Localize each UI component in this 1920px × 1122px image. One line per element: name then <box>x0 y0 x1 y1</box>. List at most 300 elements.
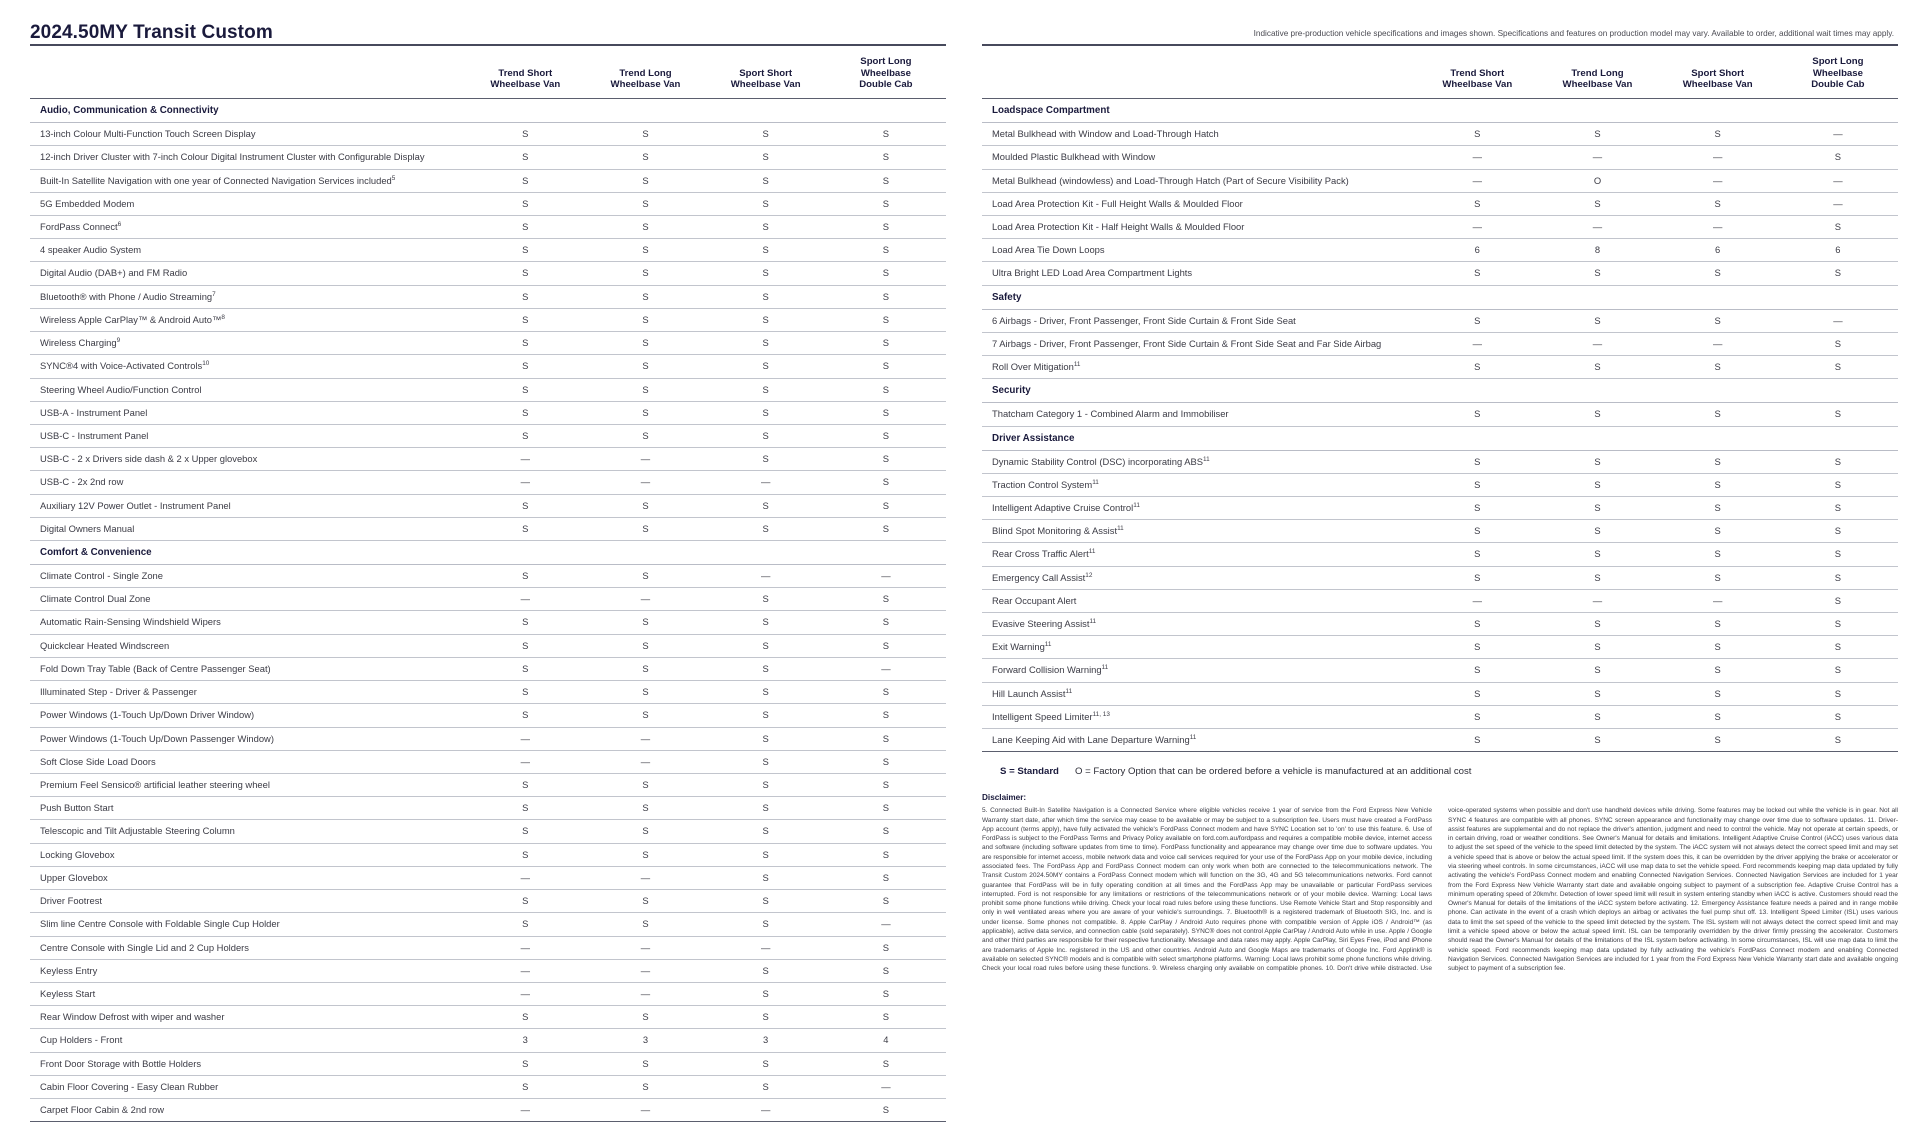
availability-cell: S <box>1658 356 1778 379</box>
section-title: Comfort & Convenience <box>30 541 465 565</box>
feature-label: Auxiliary 12V Power Outlet - Instrument Panel <box>30 494 465 517</box>
availability-cell: S <box>1778 262 1898 285</box>
availability-cell: S <box>826 448 946 471</box>
availability-cell: S <box>1658 403 1778 426</box>
availability-cell: — <box>826 913 946 936</box>
availability-cell: S <box>826 471 946 494</box>
availability-cell: 3 <box>465 1029 585 1052</box>
availability-cell: S <box>1658 496 1778 519</box>
availability-cell: S <box>585 820 705 843</box>
availability-cell: S <box>465 401 585 424</box>
availability-cell: S <box>465 681 585 704</box>
availability-cell: S <box>585 378 705 401</box>
availability-cell: S <box>706 959 826 982</box>
disclaimer-body: 5. Connected Built-In Satellite Navigation is a Connected Service where eligible vehicles receive 1 year of service from the Ford Express New Vehicle Warranty start date, after which time the service may cease to be available or may be subject to a subscription fee. Users must have created a FordPass App account (terms apply), have fully activated the vehicle's FordPass Connect modem and have SYNC Location set to 'on' to use this feature. 6. Use of FordPass is subject to the FordPass Terms and Privacy Policy available on ford.com.au/fordpass and requires a compatible mobile device, internet access and software (including software updates from time to time). FordPass functionality and appearance may change over time due to software updates. You are responsible for internet access, mobile network data and voice call services required for your use of the FordPass App on your mobile device, including associated fees. The FordPass App and FordPass Connect modem can only work when both are connected to the telecommunications network. The Transit Custom 2024.50MY contains a FordPass Connect modem which will function on the 3G, 4G and 5G telecommunications networks. Ford cannot guarantee that FordPass will be in fully operating condition at all times and the FordPass App may be unavailable or particular FordPass services interrupted. Ford is not responsible for any limitations or restrictions of the telecommunications network or of your mobile device. Warning: Local laws prohibit some phone functions while driving. Check your local road rules before using these functions. Use Remote Vehicle Start and Stop responsibly and only in well ventilated areas where you are aware of your vehicle's surroundings. 7. Bluetooth® is a registered trademark of Bluetooth SIG, Inc. and is under license. Some phones not compatible. 8. Apple CarPlay / Android Auto requires phone with compatible version of Apple iOS / Android™ (as applicable), active data service, and connection cable (sold separately). SYNC® does not control Apple CarPlay / Android Auto while in use. Apple / Google and other third parties are responsible for their respective functionality. Message and data rates may apply. Apple CarPlay, Siri Eyes Free, iPod and iPhone are trademarks of Apple Inc. registered in the US and other countries. Android Auto and Google Maps are trademarks of Google Inc. Ford Applink® is available on selected SYNC® models and is compatible with select smartphone platforms. Warning: Local laws prohibit some phone functions while driving. Check your local road rules before using these functions. 9. Wireless charging only available on compatible phones. 10. Don't drive while distracted. Use voice-operated systems when possible and don't use handheld devices while driving. Some features may be locked out while the vehicle is in gear. Not all SYNC 4 features are compatible with all phones. SYNC screen appearance and functionality may change over time due to software updates. 11. Driver-assist features are supplemental and do not replace the driver's attention, judgment and need to control the vehicle. May not operate at certain speeds, or in certain driving, road or weather conditions. See Owner's Manual for details and limitations. Intelligent Adaptive Cruise Control (iACC) uses various data to adjust the set speed of the vehicle to the speed limit detected by the system. The iACC system will not always detect the correct speed limit and may set a vehicle speed that is above or below the actual speed limit. If the system does this, it can be overridden by the driver applying the brake or accelerator or via steering wheel controls. In some circumstances, iACC will use map data to set the vehicle speed. Ford recommends keeping map data updated by fully activating the vehicle's FordPass Connect modem and enabling Connected Navigation Services. Connected Navigation Services are included for 1 year from the Ford Express New Vehicle Warranty start date and available ongoing subject to payment of a subscription fee. Adaptive Cruise Control has a minimum operating speed of 20km/hr. Detection of lower speed limit will result in system entering standby when iACC is active. Customers should read the Owner's Manual for details of the limitations of the iACC system before activating. 12. Emergency Assistance feature needs a paired and in range mobile phone. Can activate in the event of a crash which deploys an airbag or activates the fuel pump shut off. 13. Intelligent Speed Limiter (ISL) uses various data to limit the set speed of the vehicle to the speed limit detected by the system. The ISL system will not always detect the correct speed limit and may limit a vehicle speed above or below the actual speed limit. ISL can be temporarily overridden by the driver firmly pressing the accelerator. Customers should read the Owner's Manual for details of the limitations of the ISL system before activating. In some circumstances, ISL will use map data to limit the vehicle speed. Ford recommends keeping map data updated by fully activating the vehicle's FordPass Connect modem and enabling Connected Navigation Services. Connected Navigation Services are included for 1 year from the Ford Express New Vehicle Warranty start date and available ongoing subject to payment of a subscription fee. <box>982 807 1898 973</box>
footnote-marker: 11 <box>1101 664 1109 672</box>
availability-cell: — <box>1417 332 1537 355</box>
feature-label: Metal Bulkhead (windowless) and Load-Through Hatch (Part of Secure Visibility Pack) <box>982 169 1417 192</box>
availability-cell: — <box>465 982 585 1005</box>
table-row <box>30 704 946 727</box>
availability-cell: S <box>1658 659 1778 682</box>
availability-cell: S <box>706 262 826 285</box>
feature-label: Power Windows (1-Touch Up/Down Passenger Window) <box>30 727 465 750</box>
availability-cell: S <box>585 797 705 820</box>
availability-cell: S <box>465 797 585 820</box>
footnote-marker: 10 <box>202 360 210 368</box>
availability-cell: S <box>1537 659 1657 682</box>
availability-cell: S <box>1417 403 1537 426</box>
availability-cell: S <box>1417 450 1537 473</box>
left-column-header-2: Trend Long Wheelbase Van <box>610 67 681 91</box>
availability-cell: S <box>465 1075 585 1098</box>
feature-label: SYNC®4 with Voice-Activated Controls$^{10}$ <box>30 355 465 378</box>
availability-cell: S <box>1537 356 1657 379</box>
left-column-header-4: Sport Long Wheelbase Double Cab <box>859 56 913 91</box>
availability-cell: — <box>826 565 946 588</box>
availability-cell: S <box>585 123 705 146</box>
feature-label: USB-C - 2 x Drivers side dash & 2 x Upper glovebox <box>30 448 465 471</box>
availability-cell: — <box>1537 589 1657 612</box>
availability-cell: S <box>465 634 585 657</box>
availability-cell: S <box>826 378 946 401</box>
feature-label: FordPass Connect$^6$ <box>30 215 465 238</box>
table-row <box>30 285 946 308</box>
availability-cell: S <box>585 704 705 727</box>
feature-label: Digital Audio (DAB+) and FM Radio <box>30 262 465 285</box>
availability-cell: S <box>826 215 946 238</box>
availability-cell: S <box>706 494 826 517</box>
table-row <box>982 589 1898 612</box>
availability-cell: S <box>1778 450 1898 473</box>
table-row <box>30 308 946 331</box>
availability-cell: S <box>1417 356 1537 379</box>
feature-label: Telescopic and Tilt Adjustable Steering Column <box>30 820 465 843</box>
section-header-row <box>982 285 1898 309</box>
table-row <box>982 239 1898 262</box>
availability-cell: S <box>826 192 946 215</box>
right-table-body <box>982 99 1898 752</box>
availability-cell: S <box>1417 262 1537 285</box>
section-empty-cell <box>1537 99 1657 123</box>
availability-cell: S <box>1537 729 1657 752</box>
feature-label: 12-inch Driver Cluster with 7-inch Colour Digital Instrument Cluster with Configurable Display <box>30 146 465 169</box>
legend-option-key: O = Factory Option that can be ordered before a vehicle is manufactured at an additional cost <box>1074 766 1472 778</box>
footnote-marker: 8 <box>221 313 225 321</box>
availability-cell: S <box>465 1006 585 1029</box>
availability-cell: S <box>1658 520 1778 543</box>
feature-label: Exit Warning$^{11}$ <box>982 636 1417 659</box>
availability-cell: S <box>465 611 585 634</box>
left-column-header-3: Sport Short Wheelbase Van <box>730 67 801 91</box>
table-row <box>30 1099 946 1122</box>
availability-cell: — <box>1537 215 1657 238</box>
availability-cell: S <box>1537 543 1657 566</box>
footnote-marker: 7 <box>212 290 216 298</box>
section-empty-cell <box>706 99 826 123</box>
availability-cell: S <box>1537 566 1657 589</box>
table-row <box>30 355 946 378</box>
feature-label: Rear Occupant Alert <box>982 589 1417 612</box>
table-row <box>982 473 1898 496</box>
availability-cell: S <box>706 727 826 750</box>
availability-cell: S <box>826 1099 946 1122</box>
availability-cell: S <box>465 146 585 169</box>
feature-label: Built-In Satellite Navigation with one year of Connected Navigation Services included$^5$ <box>30 169 465 192</box>
feature-label: Ultra Bright LED Load Area Compartment Lights <box>982 262 1417 285</box>
section-empty-cell <box>1778 285 1898 309</box>
left-column <box>30 44 964 1122</box>
footnote-marker: 11 <box>1117 525 1124 533</box>
feature-label: Keyless Start <box>30 982 465 1005</box>
availability-cell: S <box>826 890 946 913</box>
feature-label: Bluetooth® with Phone / Audio Streaming$^7$ <box>30 285 465 308</box>
feature-label: Power Windows (1-Touch Up/Down Driver Window) <box>30 704 465 727</box>
availability-cell: S <box>465 774 585 797</box>
availability-cell: S <box>585 494 705 517</box>
table-row <box>982 123 1898 146</box>
table-row <box>30 1029 946 1052</box>
availability-cell: 3 <box>585 1029 705 1052</box>
availability-cell: S <box>1537 636 1657 659</box>
right-spec-table <box>982 44 1898 752</box>
availability-cell: S <box>1658 123 1778 146</box>
feature-label: Load Area Protection Kit - Full Height Walls & Moulded Floor <box>982 192 1417 215</box>
availability-cell: — <box>1778 123 1898 146</box>
table-row <box>982 682 1898 705</box>
availability-cell: — <box>585 982 705 1005</box>
availability-cell: S <box>585 169 705 192</box>
footnote-marker: 11 <box>1065 687 1073 695</box>
feature-label: Forward Collision Warning$^{11}$ <box>982 659 1417 682</box>
section-empty-cell <box>1658 99 1778 123</box>
availability-cell: S <box>706 285 826 308</box>
availability-cell: S <box>1778 356 1898 379</box>
feature-label: Front Door Storage with Bottle Holders <box>30 1052 465 1075</box>
table-row <box>30 866 946 889</box>
availability-cell: — <box>1778 192 1898 215</box>
table-row <box>30 123 946 146</box>
section-empty-cell <box>1537 426 1657 450</box>
availability-cell: S <box>1417 705 1537 728</box>
section-header-row <box>982 379 1898 403</box>
feature-label: USB-C - 2x 2nd row <box>30 471 465 494</box>
availability-cell: — <box>585 588 705 611</box>
availability-cell: S <box>706 681 826 704</box>
availability-cell: S <box>706 169 826 192</box>
section-empty-cell <box>465 99 585 123</box>
feature-label: USB-C - Instrument Panel <box>30 424 465 447</box>
availability-cell: S <box>465 565 585 588</box>
table-row <box>982 636 1898 659</box>
table-row <box>30 657 946 680</box>
availability-cell: S <box>1778 589 1898 612</box>
feature-label: Emergency Call Assist$^{12}$ <box>982 566 1417 589</box>
availability-cell: S <box>1778 215 1898 238</box>
availability-cell: S <box>465 355 585 378</box>
availability-cell: S <box>1537 262 1657 285</box>
table-row <box>982 262 1898 285</box>
availability-cell: S <box>465 169 585 192</box>
availability-cell: S <box>706 1075 826 1098</box>
table-row <box>982 192 1898 215</box>
section-empty-cell <box>826 541 946 565</box>
feature-label: Thatcham Category 1 - Combined Alarm and Immobiliser <box>982 403 1417 426</box>
table-row <box>982 566 1898 589</box>
availability-cell: S <box>465 332 585 355</box>
feature-label: Soft Close Side Load Doors <box>30 750 465 773</box>
page-title: 2024.50MY Transit Custom <box>30 22 273 43</box>
availability-cell: S <box>1778 659 1898 682</box>
availability-cell: S <box>465 657 585 680</box>
availability-cell: S <box>465 239 585 262</box>
availability-cell: S <box>585 332 705 355</box>
availability-cell: — <box>706 565 826 588</box>
feature-label: Moulded Plastic Bulkhead with Window <box>982 146 1417 169</box>
availability-cell: S <box>826 517 946 540</box>
footnote-marker: 11 <box>1088 548 1096 556</box>
availability-cell: S <box>706 657 826 680</box>
feature-label: Load Area Protection Kit - Half Height Walls & Moulded Floor <box>982 215 1417 238</box>
availability-cell: S <box>1537 520 1657 543</box>
availability-cell: — <box>706 936 826 959</box>
availability-cell: S <box>1537 123 1657 146</box>
table-row <box>30 936 946 959</box>
availability-cell: S <box>826 820 946 843</box>
availability-cell: S <box>706 820 826 843</box>
availability-cell: S <box>1417 566 1537 589</box>
tables-container <box>0 44 1920 1122</box>
availability-cell: 3 <box>706 1029 826 1052</box>
availability-cell: — <box>1658 169 1778 192</box>
section-header-row <box>982 426 1898 450</box>
availability-cell: S <box>826 123 946 146</box>
footnote-marker: 11, 13 <box>1092 710 1110 718</box>
availability-cell: S <box>826 843 946 866</box>
table-row <box>30 611 946 634</box>
feature-label: Digital Owners Manual <box>30 517 465 540</box>
availability-cell: S <box>585 308 705 331</box>
availability-cell: S <box>585 239 705 262</box>
section-title: Driver Assistance <box>982 426 1417 450</box>
table-row <box>982 356 1898 379</box>
availability-cell: S <box>706 378 826 401</box>
table-row <box>30 239 946 262</box>
feature-label: Keyless Entry <box>30 959 465 982</box>
availability-cell: S <box>1417 473 1537 496</box>
availability-cell: S <box>585 774 705 797</box>
availability-cell: S <box>826 727 946 750</box>
footnote-marker: 11 <box>1073 360 1081 368</box>
right-header-name-col <box>982 50 1417 99</box>
availability-cell: S <box>1778 613 1898 636</box>
availability-cell: S <box>1417 543 1537 566</box>
availability-cell: S <box>826 169 946 192</box>
availability-cell: S <box>706 448 826 471</box>
feature-label: Upper Glovebox <box>30 866 465 889</box>
availability-cell: S <box>1658 613 1778 636</box>
availability-cell: S <box>826 401 946 424</box>
availability-cell: — <box>585 750 705 773</box>
availability-cell: S <box>1658 309 1778 332</box>
availability-cell: S <box>585 355 705 378</box>
availability-cell: S <box>1658 543 1778 566</box>
availability-cell: S <box>1778 543 1898 566</box>
availability-cell: S <box>1658 262 1778 285</box>
availability-cell: S <box>826 146 946 169</box>
availability-cell: — <box>465 1099 585 1122</box>
feature-label: Intelligent Adaptive Cruise Control$^{11}$ <box>982 496 1417 519</box>
availability-cell: S <box>706 517 826 540</box>
availability-cell: S <box>1537 496 1657 519</box>
availability-cell: — <box>826 1075 946 1098</box>
section-empty-cell <box>826 99 946 123</box>
availability-cell: S <box>1417 192 1537 215</box>
feature-label: Driver Footrest <box>30 890 465 913</box>
feature-label: Roll Over Mitigation$^{11}$ <box>982 356 1417 379</box>
availability-cell: S <box>826 866 946 889</box>
availability-cell: — <box>1537 332 1657 355</box>
feature-label: Fold Down Tray Table (Back of Centre Passenger Seat) <box>30 657 465 680</box>
feature-label: Cabin Floor Covering - Easy Clean Rubber <box>30 1075 465 1098</box>
availability-cell: S <box>1417 496 1537 519</box>
availability-cell: S <box>706 332 826 355</box>
availability-cell: S <box>706 843 826 866</box>
availability-cell: — <box>1658 146 1778 169</box>
availability-cell: S <box>465 308 585 331</box>
availability-cell: S <box>826 982 946 1005</box>
availability-cell: S <box>826 355 946 378</box>
availability-cell: S <box>826 424 946 447</box>
feature-label: Illuminated Step - Driver & Passenger <box>30 681 465 704</box>
availability-cell: 6 <box>1658 239 1778 262</box>
footnote-marker: 11 <box>1133 501 1140 509</box>
availability-cell: S <box>465 123 585 146</box>
section-empty-cell <box>1778 379 1898 403</box>
availability-cell: 8 <box>1537 239 1657 262</box>
availability-cell: S <box>1778 729 1898 752</box>
table-row <box>30 774 946 797</box>
availability-cell: S <box>706 774 826 797</box>
availability-cell: S <box>1778 682 1898 705</box>
availability-cell: S <box>826 611 946 634</box>
availability-cell: S <box>465 890 585 913</box>
footnote-marker: 11 <box>1189 734 1197 742</box>
availability-cell: — <box>585 448 705 471</box>
table-row <box>982 169 1898 192</box>
availability-cell: S <box>1658 636 1778 659</box>
availability-cell: S <box>826 959 946 982</box>
availability-cell: S <box>1778 496 1898 519</box>
availability-cell: — <box>1658 215 1778 238</box>
availability-cell: S <box>585 262 705 285</box>
availability-cell: S <box>585 1075 705 1098</box>
availability-cell: S <box>585 681 705 704</box>
availability-cell: S <box>1778 566 1898 589</box>
availability-cell: S <box>826 797 946 820</box>
table-row <box>30 332 946 355</box>
table-row <box>982 496 1898 519</box>
table-row <box>30 750 946 773</box>
right-column-header-1: Trend Short Wheelbase Van <box>1442 67 1513 91</box>
feature-label: Automatic Rain-Sensing Windshield Wipers <box>30 611 465 634</box>
feature-label: Locking Glovebox <box>30 843 465 866</box>
availability-cell: S <box>1658 192 1778 215</box>
feature-label: Lane Keeping Aid with Lane Departure Warning$^{11}$ <box>982 729 1417 752</box>
availability-cell: S <box>1537 403 1657 426</box>
availability-cell: O <box>1537 169 1657 192</box>
availability-cell: S <box>465 913 585 936</box>
availability-cell: S <box>465 262 585 285</box>
availability-cell: S <box>706 704 826 727</box>
availability-cell: S <box>826 774 946 797</box>
availability-cell: S <box>465 215 585 238</box>
section-empty-cell <box>706 541 826 565</box>
availability-cell: S <box>706 588 826 611</box>
availability-cell: S <box>1537 682 1657 705</box>
feature-label: 13-inch Colour Multi-Function Touch Screen Display <box>30 123 465 146</box>
availability-cell: — <box>1658 589 1778 612</box>
availability-cell: — <box>585 1099 705 1122</box>
availability-cell: — <box>1417 589 1537 612</box>
table-row <box>30 494 946 517</box>
table-row <box>982 215 1898 238</box>
availability-cell: S <box>826 285 946 308</box>
availability-cell: S <box>1778 473 1898 496</box>
availability-cell: S <box>826 750 946 773</box>
availability-cell: S <box>706 866 826 889</box>
availability-cell: S <box>706 750 826 773</box>
availability-cell: S <box>826 936 946 959</box>
section-header-row <box>982 99 1898 123</box>
availability-cell: S <box>1417 520 1537 543</box>
feature-label: Climate Control Dual Zone <box>30 588 465 611</box>
table-row <box>30 843 946 866</box>
table-row <box>30 890 946 913</box>
feature-label: Premium Feel Sensico® artificial leather steering wheel <box>30 774 465 797</box>
availability-cell: — <box>585 471 705 494</box>
feature-label: 7 Airbags - Driver, Front Passenger, Front Side Curtain & Front Side Seat and Far Side Airbag <box>982 332 1417 355</box>
availability-cell: S <box>465 820 585 843</box>
section-title: Loadspace Compartment <box>982 99 1417 123</box>
table-row <box>982 613 1898 636</box>
availability-cell: S <box>1658 473 1778 496</box>
availability-cell: S <box>706 1052 826 1075</box>
availability-cell: — <box>465 750 585 773</box>
table-row <box>982 332 1898 355</box>
table-row <box>30 169 946 192</box>
availability-cell: S <box>1658 729 1778 752</box>
table-row <box>30 262 946 285</box>
availability-cell: S <box>706 215 826 238</box>
table-row <box>982 659 1898 682</box>
availability-cell: S <box>1417 636 1537 659</box>
availability-cell: S <box>585 634 705 657</box>
right-table-head <box>982 45 1898 99</box>
availability-cell: 4 <box>826 1029 946 1052</box>
footnote-marker: 11 <box>1203 455 1210 463</box>
feature-label: 5G Embedded Modem <box>30 192 465 215</box>
availability-cell: — <box>465 727 585 750</box>
section-empty-cell <box>465 541 585 565</box>
availability-cell: S <box>706 308 826 331</box>
availability-cell: — <box>465 471 585 494</box>
availability-cell: S <box>465 494 585 517</box>
left-header-row <box>30 50 946 99</box>
feature-label: Wireless Apple CarPlay™ & Android Auto™$^8$ <box>30 308 465 331</box>
availability-cell: S <box>1537 309 1657 332</box>
section-header-row <box>30 541 946 565</box>
availability-cell: — <box>1417 215 1537 238</box>
